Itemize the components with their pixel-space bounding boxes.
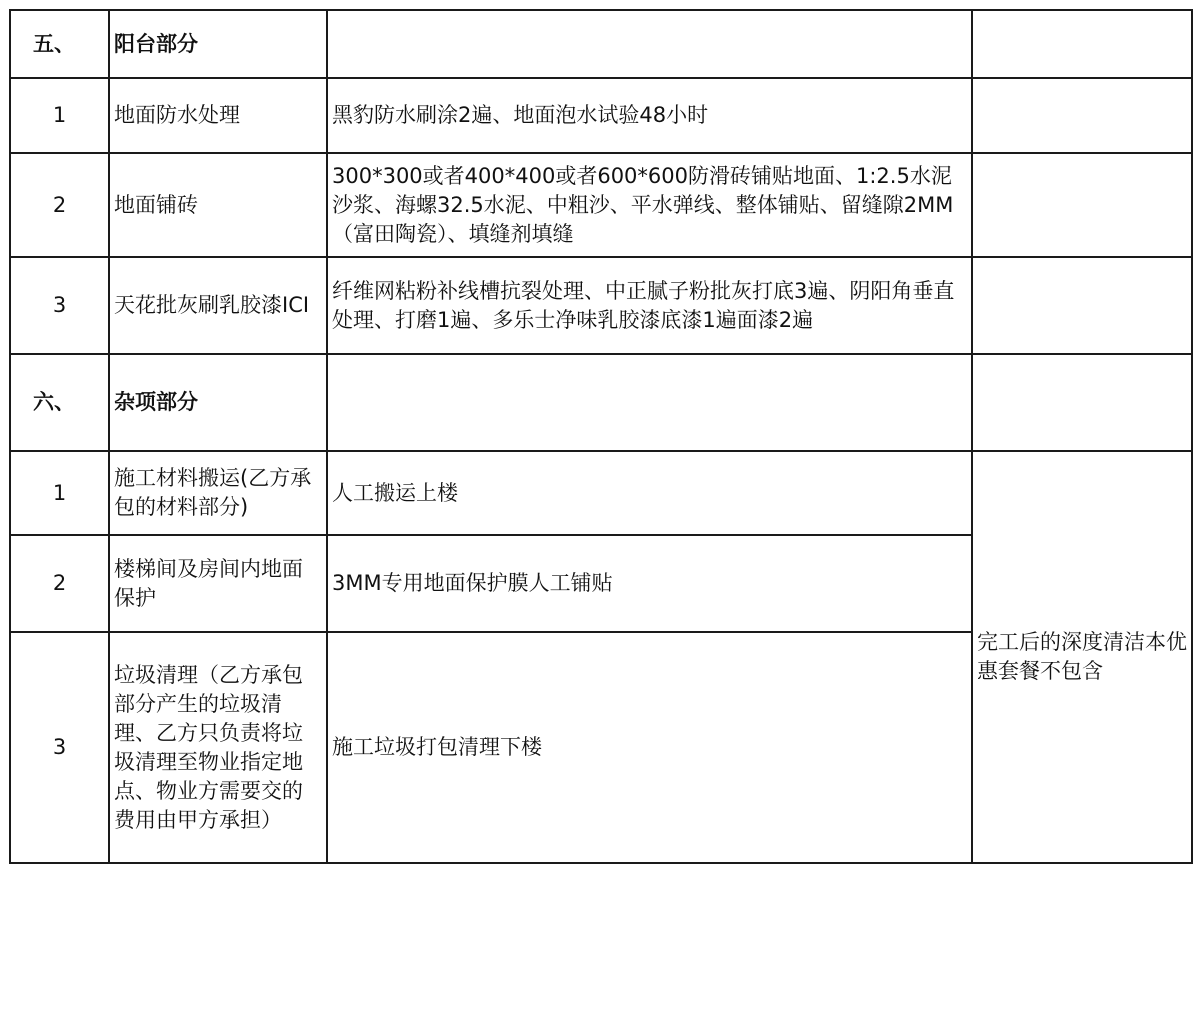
table-row (10, 451, 1192, 535)
empty-cell (327, 354, 972, 451)
item-description: 300*300或者400*400或者600*600防滑砖铺贴地面、1:2.5水泥沙浆、海螺32.5水泥、中粗沙、平水弹线、整体铺贴、留缝隙2MM（富田陶瓷）、填缝剂填缝 (327, 153, 972, 257)
item-description: 黑豹防水刷涂2遍、地面泡水试验48小时 (327, 78, 972, 153)
item-description: 人工搬运上楼 (327, 451, 972, 535)
item-description: 纤维网粘粉补线槽抗裂处理、中正腻子粉批灰打底3遍、阴阳角垂直处理、打磨1遍、多乐士净味乳胶漆底漆1遍面漆2遍 (327, 257, 972, 354)
section-header-balcony (10, 10, 1192, 78)
empty-cell (327, 10, 972, 78)
row-number: 2 (10, 535, 109, 632)
row-number: 1 (10, 451, 109, 535)
item-name: 楼梯间及房间内地面保护 (109, 535, 327, 632)
section-title: 杂项部分 (109, 354, 327, 451)
row-number: 2 (10, 153, 109, 257)
empty-cell (972, 78, 1192, 153)
empty-cell (972, 257, 1192, 354)
item-name: 垃圾清理（乙方承包部分产生的垃圾清理、乙方只负责将垃圾清理至物业指定地点、物业方需要交的费用由甲方承担） (109, 632, 327, 863)
remark-cell: 完工后的深度清洁本优惠套餐不包含 (972, 451, 1192, 863)
item-name: 天花批灰刷乳胶漆ICI (109, 257, 327, 354)
empty-cell (972, 10, 1192, 78)
section-header-misc (10, 354, 1192, 451)
section-title: 阳台部分 (109, 10, 327, 78)
row-number: 3 (10, 632, 109, 863)
table-row (10, 78, 1192, 153)
table-row (10, 153, 1192, 257)
row-number: 3 (10, 257, 109, 354)
section-number: 五、 (10, 10, 109, 78)
item-description: 施工垃圾打包清理下楼 (327, 632, 972, 863)
quotation-table (9, 9, 1193, 864)
item-description: 3MM专用地面保护膜人工铺贴 (327, 535, 972, 632)
item-name: 地面铺砖 (109, 153, 327, 257)
empty-cell (972, 153, 1192, 257)
table-row (10, 257, 1192, 354)
item-name: 施工材料搬运(乙方承包的材料部分) (109, 451, 327, 535)
row-number: 1 (10, 78, 109, 153)
empty-cell (972, 354, 1192, 451)
section-number: 六、 (10, 354, 109, 451)
item-name: 地面防水处理 (109, 78, 327, 153)
